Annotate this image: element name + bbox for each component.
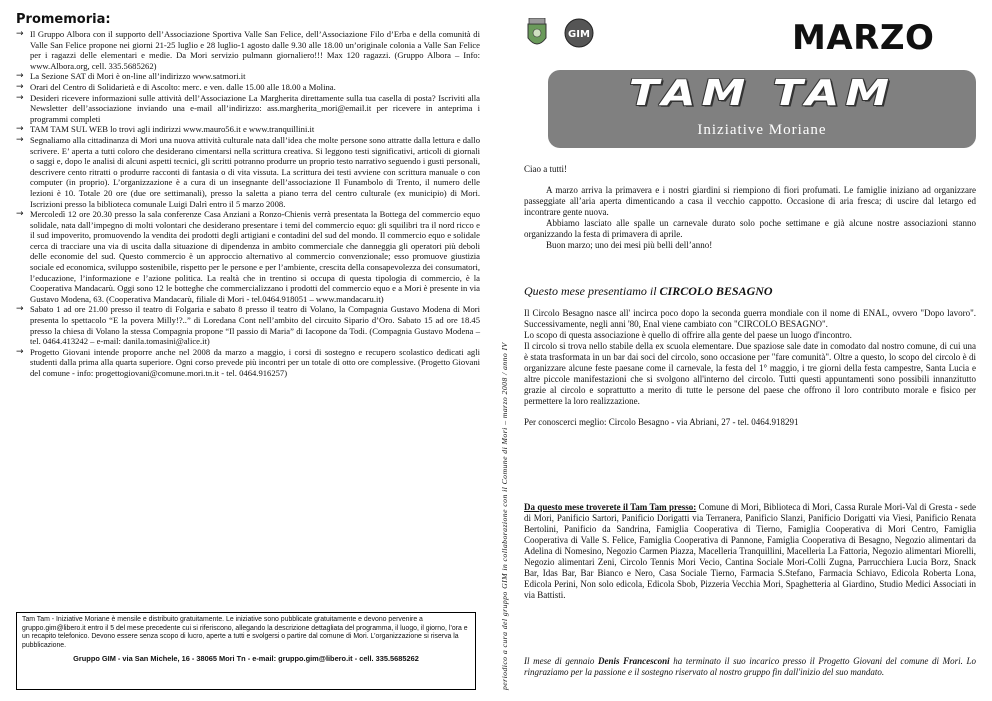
gim-contact: Gruppo GIM - via San Michele, 16 - 38065 Mori Tn - e-mail: gruppo.gim@libero.it - cell. 335.5685262 <box>73 654 419 664</box>
arrow-icon: → <box>16 209 24 220</box>
intro-paragraph-3: Buon marzo; uno dei mesi più belli dell’anno! <box>546 240 713 250</box>
promemoria-list <box>16 29 480 379</box>
arrow-icon: → <box>16 81 24 92</box>
arrow-icon: → <box>16 71 24 82</box>
coat-of-arms-icon <box>526 18 548 50</box>
arrow-icon: → <box>16 134 24 145</box>
arrow-icon: → <box>16 124 24 135</box>
gim-logo-icon <box>564 18 594 48</box>
besagno-paragraph-3: Il circolo si trova nello stabile della ex scuola elementare. Due spaziose sale date in comodato dal nostro comune, di cui una è stata trasformata in un bar dai soci del circolo, sono occasione per "fare comunità". Oltre a questo, lo scopo del circolo è di organizzare alcune feste paesane come il carnevale, la festa del 1° maggio, i tre giorni della festa campestre, Santa Lucia e altre piccole manifestazioni che si svolgono all'interno del circolo. Tutti questi appuntamenti sono possibili innanzitutto grazie al circolo e soprattutto a merito di tutte le persone del paese che offrono il loro contributo morale e fisico per permettere la loro realizzazione. <box>524 341 976 406</box>
promemoria-column <box>16 12 480 379</box>
promemoria-title: Promemoria: <box>16 12 111 27</box>
intro-paragraph-2: Abbiamo lasciato alle spalle un carnevale durato solo poche settimane e già alcune nostre associazioni stanno organizzando la festa di primavera di aprile. <box>524 218 976 239</box>
list-item: → Progetto Giovani intende proporre anche nel 2008 da marzo a maggio, i corsi di sostegno e recupero scolastico dedicati agli studenti dalla prima alla quarta superiore. Ogni corso prevede più incontri per un totale di otto ore complessive. (Progetto Giovani del comune - info: progettogiovani@comune.mori.tn.it - tel. 0464.916257) <box>16 346 480 378</box>
tam-tam-banner <box>548 70 976 148</box>
publication-note-box <box>16 612 476 690</box>
list-item: → TAM TAM SUL WEB lo trovi agli indirizzi www.mauro56.it e www.tranquillini.it <box>16 124 315 135</box>
list-item: → Mercoledì 12 ore 20.30 presso la sala conferenze Casa Anziani a Ronzo-Chienis verrà presentata la Bottega del commercio equo solidale, nata dall’impegno di molti volontari che desiderano presentare i temi del commercio equo: gli squilibri tra il nord ricco e il sud impoverito, promuovendo la vendita dei prodotti degli artigiani e contadini del sud del mondo. Il commercio equo e solidale cerca di tracciare una via di uscita dalla situazione di dipendenza in ambito commerciale che danneggia gli operatori più deboli delle economie del sud. Questo commercio è un approccio alternativo al commercio convenzionale; esso promuove giustizia sociale ed economica, sviluppo sostenibile, rispetto per le persone e per l’ambiente, crescita della consapevolezza dei consumatori, l’educazione, l’informazione e l’azione politica. La realtà che in trentino si occupa di questa tipologia di commercio, è la Cooperativa Mandacarù. Oggi sono 12 le botteghe che commercializzano i prodotti del commercio equo e a Mori è presente in via Gustavo Modena, 63. (Cooperativa Mandacarù, filiale di Mori - tel.0464.918051 – www.mandacaru.it) <box>16 209 480 304</box>
closing-note: Il mese di gennaio Denis Francesconi ha terminato il suo incarico presso il Progetto Giovani del comune di Mori. Lo ringraziamo per la passione e il sostegno riservato al nostro gruppo fin dall'inizio del suo mandato. <box>524 656 976 677</box>
list-item: → Orari del Centro di Solidarietà e di Ascolto: merc. e ven. dalle 15.00 alle 18.00 a Molina. <box>16 81 336 92</box>
banner-subtitle: Iniziative Moriane <box>697 122 827 138</box>
distribution-section <box>524 502 976 601</box>
arrow-icon: → <box>16 304 24 315</box>
besagno-title: Questo mese presentiamo il CIRCOLO BESAGNO <box>524 284 773 298</box>
besagno-paragraph-2: Lo scopo di questa associazione è quello di offrire alla gente del paese un luogo d'incontro. <box>524 330 852 340</box>
publication-note: Tam Tam - Iniziative Moriane è mensile e distribuito gratuitamente. Le iniziative sono pubblicate gratuitamente e devono pervenire a gruppo.gim@libero.it entro il 5 del mese precedente cui si riferiscono, allegando la descrizione dettagliata del programma, il luogo, il giorno, l’ora e un recapito telefonico. Devono essere senza scopo di lucro, aperte a tutti e svolgersi o partire dal comune di Mori. L’organizzazione si riserva la pubblicazione. <box>22 616 468 649</box>
list-item: → La Sezione SAT di Mori è on-line all’indirizzo www.satmori.it <box>16 71 246 82</box>
list-item: → Desideri ricevere informazioni sulle attività dell’Associazione La Margherita direttamente sulla tua casella di posta? Iscriviti alla Newsletter dell’associazione inviando una e-mail all’indirizzo: ass.margherita_mori@email.it per ricevere in anteprima i programmi completi <box>16 92 480 124</box>
arrow-icon: → <box>16 92 24 103</box>
intro-paragraph-1: A marzo arriva la primavera e i nostri giardini si riempiono di fiori profumati. Le famiglie iniziano ad organizzare passeggiate all’aria aperta dimenticando a casa il vecchio cappotto. Occasione di aria fresca; di uscire dal letargo ed incontrare gente nuova. <box>524 185 976 217</box>
arrow-icon: → <box>16 346 24 357</box>
besagno-contact: Per conoscerci meglio: Circolo Besagno - via Abriani, 27 - tel. 0464.918291 <box>524 417 799 427</box>
besagno-section <box>524 308 976 428</box>
list-item: → Sabato 1 ad ore 21.00 presso il teatro di Folgaria e sabato 8 presso il teatro di Volano, la Compagnia Gustavo Modena di Mori presenta lo spettacolo “E la povera Milly!?..” di Loredana Cont nell’ambito del circuito Sipario d’Oro. Sabato 15 ad ore 18.45 presso la chiesa di Volano la stessa Compagnia propone “Il passio di Maria” di Iacopone da Todi. (Compagnia Gustavo Modena – tel. 0464.413242 – e-mail: danila.tomasini@alice.it) <box>16 304 480 347</box>
besagno-paragraph-1: Il Circolo Besagno nasce all' incirca poco dopo la seconda guerra mondiale con il nome di ENAL, ovvero "Dopo lavoro". Successivamente, negli anni '80, Enal viene cambiato con "CIRCOLO BESAGNO". <box>524 308 976 329</box>
greeting: Ciao a tutti! <box>524 164 567 174</box>
month-title: MARZO <box>792 18 935 58</box>
list-item: → Il Gruppo Albora con il supporto dell’Associazione Sportiva Valle San Felice, dell’Associazione Filo d’Erba e della comunità di Valle San Felice propone nei giorni 21-25 luglio e 28 luglio-1 agosto dalle 9.30 alle 18.00 un’originale colonia a Valle San Felice per i ragazzi delle elementari e medie. Da Mori servizio pulmann giornaliero!!! Max 120 ragazzi. (Gruppo Albora – Info: www.Albora.org, cell. 335.5685262) <box>16 29 480 71</box>
vertical-periodical-text: periodico a cura del gruppo GIM in collaborazione con il Comune di Mori – marzo 2008 / anno IV <box>500 342 509 690</box>
distribution-label: Da questo mese troverete il Tam Tam presso: <box>524 502 697 512</box>
banner-title: TAM TAM <box>628 73 896 114</box>
closing-name: Denis Francesconi <box>598 656 670 666</box>
gim-logo-text: GIM <box>568 29 590 40</box>
distribution-list: Comune di Mori, Biblioteca di Mori, Cassa Rurale Mori-Val di Gresta - sede di Mori, Panificio Sartori, Panificio Dorigatti via Terranera, Panificio Slanzi, Panificio Dorigatti via Viesi, Panificio Renata Bertolini, Panificio da Sandrina, Famiglia Cooperativa di Tierno, Famiglia Cooperativa di Mori Centro, Famiglia Cooperativa di Valle S. Felice, Famiglia Cooperativa di Pannone, Famiglia Cooperativa di Besagno, Negozio alimentari da Adelina di Nomesino, Negozio Carmen Piazza, Macelleria Tranquillini, Macelleria La Fattoria, Negozio alimentari Miorelli, Negozio alimentari Zeni, Circolo Tennis Mori Vecio, Cantina Sociale Mori-Colli Zugna, Parrucchiera Lucia Borz, Snack Bar, Idas Bar, Bar Bianco e Nero, Casa Sociale Tierno, Farmacia S.Stefano, Farmacia Schiavo, Edicola Roberta Lona, Edicola Perini, Non solo edicola, Edicola Sbob, Pizzeria Vecchia Mori, Spaghetteria al Giardino, Studio Medici Associati in via Battisti. <box>524 502 976 600</box>
arrow-icon: → <box>16 29 24 39</box>
intro-section <box>524 164 976 251</box>
list-item: → Segnaliamo alla cittadinanza di Mori una nuova attività culturale nata dall’idea che molte persone sono attratte dalla lettura e dallo scrivere. E’ aperta a tutti coloro che desiderano cimentarsi nella scrittura creativa. Si leggono testi significativi, articoli di giornali o saggi e, dopo le analisi di alcuni aspetti tecnici, gli scritti potranno produrre un proprio testo narrativo seguendo i gusti personali, descrivere cento ritratti o produrre racconti di fantasia o di vita vissuta. La scrittura dei testi avviene con scrittura manuale o con computer (in proprio). L’organizzazione è a cura di un insegnante dell’associazione Il Funambolo di Trento, il numero delle lezioni è 10. Totale 20 ore (due ore settimanali), presso la saletta a piano terra del centro culturale (ex municipio) di Mori. Iscrizioni presso la biblioteca comunale Luigi Dalrì entro il 5 marzo 2008. <box>16 134 480 209</box>
